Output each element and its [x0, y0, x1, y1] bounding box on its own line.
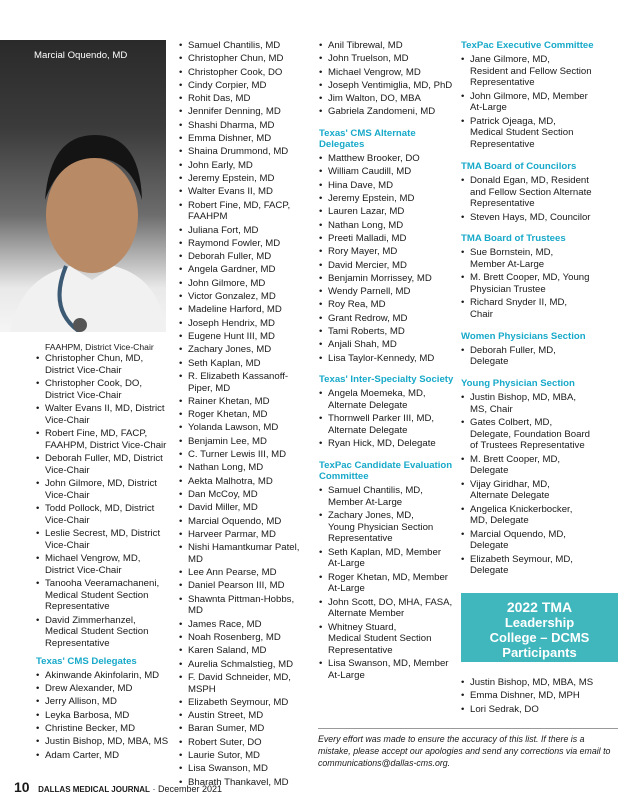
list-item: • F. David Schneider, MD, MSPH — [179, 672, 311, 695]
list-item: • Bharath Thankavel, MD — [179, 777, 311, 789]
list-item-line: • Samuel Chantilis, MD, — [328, 485, 423, 497]
participants-list-wrap — [461, 677, 621, 717]
list-item-line: • Tanooha Veeramachaneni, — [45, 578, 160, 589]
list-item-line: Delegate — [470, 465, 509, 477]
list-item: • Samuel Chantilis, MD — [179, 40, 311, 52]
list-item — [461, 554, 621, 577]
list-item — [461, 297, 621, 320]
list-item — [36, 553, 171, 576]
list-item-line: Representative — [470, 198, 535, 210]
list-item-line: At-Large — [328, 670, 365, 682]
list-item-line: Delegate — [470, 540, 509, 552]
list-item — [319, 597, 457, 620]
list-item — [319, 510, 457, 545]
list-item-line: • Deborah Fuller, MD, — [470, 344, 556, 356]
member-list — [319, 40, 457, 118]
list-item: • Lauren Lazar, MD — [319, 206, 457, 218]
list-item: • Deborah Fuller, MD — [179, 251, 311, 263]
list-item: • Seth Kaplan, MD — [179, 358, 311, 370]
list-item: • Shashi Dharma, MD — [179, 120, 311, 132]
list-item: • Nathan Long, MD — [319, 220, 457, 232]
list-item: • Joseph Hendrix, MD — [179, 318, 311, 330]
list-item: • Adam Carter, MD — [36, 750, 171, 762]
list-item-line: Delegate, Foundation Board — [470, 428, 591, 440]
list-item: • Yolanda Lawson, MD — [179, 422, 311, 434]
list-item-line: • Richard Snyder II, MD, — [470, 297, 568, 309]
list-item-line: • Thornwell Parker III, MD, — [328, 413, 435, 425]
list-item — [319, 388, 457, 411]
accuracy-note: Every effort was made to ensure the accuracy of this list. If there is a mistake, please accept our apologies and send any corrections via email to communications@dallas-cms.org. — [318, 734, 611, 768]
list-item-line: • Lisa Swanson, MD, Member — [328, 658, 449, 670]
list-item: • Benjamin Morrissey, MD — [319, 273, 457, 285]
list-item: • Aurelia Schmalstieg, MD — [179, 659, 311, 671]
member-list — [319, 153, 457, 364]
list-item — [461, 504, 621, 527]
list-item: • Robert Fine, MD, FACP, FAAHPM — [179, 200, 311, 223]
list-item: • David Mercier, MD — [319, 260, 457, 272]
list-item — [461, 529, 621, 552]
list-item-line: • Whitney Stuard, — [328, 621, 397, 633]
list-item: • Noah Rosenberg, MD — [179, 632, 311, 644]
list-item-line: • Roger Khetan, MD, Member — [328, 571, 448, 583]
list-item-line: • Seth Kaplan, MD, Member — [328, 546, 442, 558]
list-item — [36, 578, 171, 613]
list-item-line: • John Gilmore, MD, District — [45, 478, 157, 489]
list-item: • Austin Street, MD — [179, 710, 311, 722]
list-item-line: At-Large — [328, 558, 365, 570]
list-item: • Jeremy Epstein, MD — [179, 173, 311, 185]
list-item — [36, 403, 171, 426]
list-item: • James Race, MD — [179, 619, 311, 631]
list-item: • Lee Ann Pearse, MD — [179, 567, 311, 579]
list-item-line: • Angela Moemeka, MD, — [328, 388, 426, 400]
list-item-line: • Angelica Knickerbocker, — [470, 503, 573, 515]
list-item: • David Miller, MD — [179, 502, 311, 514]
list-item: • Madeline Harford, MD — [179, 304, 311, 316]
list-item-line: Vice-Chair — [45, 414, 90, 426]
list-item: • Lisa Taylor-Kennedy, MD — [319, 353, 457, 365]
list-item: • Lori Sedrak, DO — [461, 704, 621, 716]
list-item — [461, 212, 621, 224]
list-item: • Karen Saland, MD — [179, 645, 311, 657]
list-item — [461, 272, 621, 295]
list-item: • Dan McCoy, MD — [179, 489, 311, 501]
list-item — [461, 91, 621, 114]
list-item — [461, 392, 621, 415]
list-item: • Harveer Parmar, MD — [179, 529, 311, 541]
list-item-line: • Justin Bishop, MD, MBA, — [470, 392, 577, 404]
list-item: • Rainer Khetan, MD — [179, 396, 311, 408]
callout-line: Leadership — [504, 615, 575, 630]
list-item — [36, 428, 171, 451]
column-2 — [179, 40, 311, 790]
list-item: • Baran Sumer, MD — [179, 723, 311, 735]
list-item — [36, 528, 171, 551]
list-item-line: Delegate — [470, 356, 509, 368]
list-item-line: • Christopher Chun, MD, — [45, 353, 144, 364]
list-item-line: • Vijay Giridhar, MD, — [470, 478, 550, 490]
list-item-line: Physician Trustee — [470, 283, 546, 295]
list-item-line: • John Scott, DO, MHA, FASA, — [328, 596, 453, 608]
list-item-line: Representative — [328, 533, 393, 545]
list-item-line: • Patrick Ojeaga, MD, — [470, 115, 556, 127]
list-item-line: • Walter Evans II, MD, District — [45, 403, 165, 414]
list-item-line: Member At-Large — [470, 258, 545, 270]
list-item-line: • Gates Colbert, MD, — [470, 417, 553, 429]
list-item — [319, 485, 457, 508]
list-item-line: • John Gilmore, MD, Member — [470, 90, 588, 102]
list-item: • Leyka Barbosa, MD — [36, 710, 171, 722]
list-item: • Emma Dishner, MD, MPH — [461, 690, 621, 702]
list-item-line: Vice-Chair — [45, 464, 90, 476]
list-item — [319, 658, 457, 681]
list-item-line: Delegate — [470, 565, 509, 577]
list-item: • Rohit Das, MD — [179, 93, 311, 105]
list-item-line: Medical Student Section — [45, 589, 149, 601]
list-item-line: District Vice-Chair — [45, 364, 122, 376]
member-list — [461, 392, 621, 577]
list-item-line: MD, Delegate — [470, 515, 529, 527]
list-item — [461, 54, 621, 89]
section-heading: TexPac Candidate Evaluation Committee — [319, 460, 453, 483]
section-heading: TexPac Executive Committee — [461, 40, 594, 51]
callout-line: College – DCMS — [489, 630, 590, 645]
list-item: • Eugene Hunt III, MD — [179, 331, 311, 343]
list-item-line: FAAHPM, District Vice-Chair — [45, 439, 167, 451]
list-item: • Cindy Corpier, MD — [179, 80, 311, 92]
member-list — [461, 247, 621, 320]
list-item: • Zachary Jones, MD — [179, 344, 311, 356]
list-item: • Raymond Fowler, MD — [179, 238, 311, 250]
section-heading: TMA Board of Trustees — [461, 233, 566, 245]
list-item-line: Alternate Delegate — [328, 400, 408, 412]
list-item: • Jeremy Epstein, MD — [319, 193, 457, 205]
list-item-line: Member At-Large — [328, 496, 403, 508]
list-item: • Laurie Sutor, MD — [179, 750, 311, 762]
list-item — [36, 615, 171, 650]
member-list — [319, 388, 457, 450]
list-item — [36, 503, 171, 526]
list-item: • Matthew Brooker, DO — [319, 153, 457, 165]
list-item: • Drew Alexander, MD — [36, 683, 171, 695]
page-number: 10 — [14, 779, 30, 795]
callout-line: Participants — [502, 645, 577, 660]
list-item: • John Gilmore, MD — [179, 278, 311, 290]
column-3 — [319, 40, 457, 683]
list-item: • Anjali Shah, MD — [319, 339, 457, 351]
section-heading: Texas' CMS Delegates — [36, 655, 137, 667]
list-item: • Angela Gardner, MD — [179, 264, 311, 276]
list-item-line: • David Zimmerhanzel, — [45, 614, 136, 626]
list-item: • Grant Redrow, MD — [319, 313, 457, 325]
list-item-line: and Fellow Section Alternate — [470, 186, 592, 198]
list-item: • Marcial Oquendo, MD — [179, 516, 311, 528]
list-item-line: • Zachary Jones, MD, — [328, 510, 414, 522]
list-item — [461, 417, 621, 452]
member-list — [461, 54, 621, 151]
list-item-line: Representative — [45, 638, 110, 650]
portrait-photo — [0, 40, 166, 332]
list-item-line: • Michael Vengrow, MD, — [45, 553, 141, 564]
list-item — [36, 378, 171, 401]
list-item-line: Medical Student Section — [470, 127, 574, 139]
list-item — [461, 247, 621, 270]
list-item-line: • Sue Bornstein, MD, — [470, 247, 554, 259]
list-item-line: Medical Student Section — [328, 633, 432, 645]
member-list — [461, 345, 621, 368]
member-list — [319, 485, 457, 682]
footer-separator: · — [152, 784, 156, 794]
list-item — [461, 345, 621, 368]
list-item: • R. Elizabeth Kassanoff-Piper, MD — [179, 371, 311, 394]
member-list — [36, 670, 171, 761]
list-item: • Benjamin Lee, MD — [179, 436, 311, 448]
list-item: • Daniel Pearson III, MD — [179, 580, 311, 592]
list-item-line: Vice-Chair — [45, 489, 90, 501]
list-item — [319, 413, 457, 436]
list-item — [36, 453, 171, 476]
list-item-line: • M. Brett Cooper, MD, — [470, 453, 561, 465]
list-item-line: • Marcial Oquendo, MD, — [470, 528, 566, 540]
list-item: • Juliana Fort, MD — [179, 225, 311, 237]
list-item: • Roy Rea, MD — [319, 299, 457, 311]
member-list — [461, 175, 621, 223]
list-item: • Walter Evans II, MD — [179, 186, 311, 198]
list-item: • Aekta Malhotra, MD — [179, 476, 311, 488]
list-item: • Tami Roberts, MD — [319, 326, 457, 338]
list-item: • Shaina Drummond, MD — [179, 146, 311, 158]
leadership-college-callout — [461, 593, 618, 662]
list-item-line: Alternate Delegate — [470, 490, 550, 502]
list-item-line: • Leslie Secrest, MD, District — [45, 528, 161, 539]
list-item-line: Vice-Chair — [45, 514, 90, 526]
list-item: • Christopher Cook, DO — [179, 67, 311, 79]
callout-line: 2022 TMA — [506, 599, 573, 615]
list-item: • Robert Suter, DO — [179, 737, 311, 749]
list-item-line: • M. Brett Cooper, MD, Young — [470, 272, 590, 284]
page-footer — [14, 779, 222, 795]
list-item — [319, 438, 457, 450]
list-item: • Akinwande Akinfolarin, MD — [36, 670, 171, 682]
list-continuation: FAAHPM, District Vice-Chair — [45, 342, 154, 352]
list-item-line: • Todd Pollock, MD, District — [45, 503, 155, 514]
list-item-line: At-Large — [470, 102, 507, 114]
list-item-line: • Ryan Hick, MD, Delegate — [328, 438, 436, 450]
list-item-line: District Vice-Chair — [45, 389, 122, 401]
issue-date: December 2021 — [157, 784, 223, 794]
list-item: • Preeti Malladi, MD — [319, 233, 457, 245]
list-item — [461, 116, 621, 151]
list-item: • Rory Mayer, MD — [319, 246, 457, 258]
section-heading: TMA Board of Councilors — [461, 160, 577, 172]
list-item-line: • Donald Egan, MD, Resident — [470, 174, 589, 186]
list-item: • Jennifer Denning, MD — [179, 106, 311, 118]
list-item-line: Alternate Delegate — [328, 425, 408, 437]
list-item — [36, 353, 171, 376]
list-item: • Victor Gonzalez, MD — [179, 291, 311, 303]
list-item: • C. Turner Lewis III, MD — [179, 449, 311, 461]
section-heading: Texas' Inter-Specialty Society — [319, 374, 454, 386]
list-item: • William Caudill, MD — [319, 166, 457, 178]
list-item: • Justin Bishop, MD, MBA, MS — [461, 677, 621, 689]
list-item: • John Early, MD — [179, 160, 311, 172]
section-heading: Texas' CMS Alternate Delegates — [319, 128, 416, 151]
list-item: • Jim Walton, DO, MBA — [319, 93, 457, 105]
section-heading: Women Physicians Section — [461, 330, 586, 342]
list-item: • Anil Tibrewal, MD — [319, 40, 457, 52]
photo-caption: Marcial Oquendo, MD — [34, 50, 128, 61]
list-item-line: • Jane Gilmore, MD, — [470, 54, 550, 65]
list-item — [461, 175, 621, 210]
list-item-line: Chair — [470, 308, 493, 320]
list-item-line: Representative — [470, 77, 535, 89]
list-item: • Michael Vengrow, MD — [319, 67, 457, 79]
list-item-line: of Trustees Representative — [470, 440, 585, 452]
list-item-line: • Steven Hays, MD, Councilor — [470, 211, 591, 223]
list-item: • Emma Dishner, MD — [179, 133, 311, 145]
list-item-line: MS, Chair — [470, 403, 513, 415]
list-item-line: • Deborah Fuller, MD, District — [45, 453, 163, 464]
list-item: • Jerry Allison, MD — [36, 696, 171, 708]
list-item-line: Representative — [470, 139, 535, 151]
list-item: • Gabriela Zandomeni, MD — [319, 106, 457, 118]
member-list — [36, 353, 171, 650]
list-item — [461, 479, 621, 502]
list-item — [319, 547, 457, 570]
list-item-line: At-Large — [328, 583, 365, 595]
list-item-line: Alternate Member — [328, 608, 405, 620]
list-item: • Nishi Hamantkumar Patel, MD — [179, 542, 311, 565]
section-heading: Young Physician Section — [461, 378, 575, 390]
list-item-line: • Elizabeth Seymour, MD, — [470, 553, 573, 565]
list-item-line: • Robert Fine, MD, FACP, — [45, 428, 148, 439]
list-item — [461, 454, 621, 477]
column-1 — [36, 342, 171, 763]
list-item-line: Medical Student Section — [45, 626, 149, 638]
list-item-line: Vice-Chair — [45, 539, 90, 551]
list-item: • Christopher Chun, MD — [179, 53, 311, 65]
list-item-line: Representative — [328, 645, 393, 657]
portrait-illustration — [0, 40, 166, 332]
list-item-line: District Vice-Chair — [45, 564, 122, 576]
list-item-line: Young Physician Section — [328, 521, 434, 533]
member-list — [179, 40, 311, 788]
list-item — [36, 478, 171, 501]
list-item: • Justin Bishop, MD, MBA, MS — [36, 736, 171, 748]
list-item — [319, 622, 457, 657]
column-4 — [461, 40, 621, 579]
member-list — [461, 677, 621, 715]
list-item: • Lisa Swanson, MD — [179, 763, 311, 775]
list-item-line: Representative — [45, 601, 110, 613]
list-item: • Hina Dave, MD — [319, 180, 457, 192]
list-item-line: • Christopher Cook, DO, — [45, 378, 143, 389]
list-item-line: Resident and Fellow Section — [470, 65, 592, 77]
list-item: • John Truelson, MD — [319, 53, 457, 65]
list-item — [319, 572, 457, 595]
list-item: • Elizabeth Seymour, MD — [179, 697, 311, 709]
list-item: • Nathan Long, MD — [179, 462, 311, 474]
journal-name: DALLAS MEDICAL JOURNAL — [38, 785, 150, 794]
list-item: • Christine Becker, MD — [36, 723, 171, 735]
list-item: • Roger Khetan, MD — [179, 409, 311, 421]
list-item: • Shawnta Pittman-Hobbs, MD — [179, 594, 311, 617]
note-divider — [318, 728, 618, 729]
list-item: • Wendy Parnell, MD — [319, 286, 457, 298]
list-item: • Joseph Ventimiglia, MD, PhD — [319, 80, 457, 92]
